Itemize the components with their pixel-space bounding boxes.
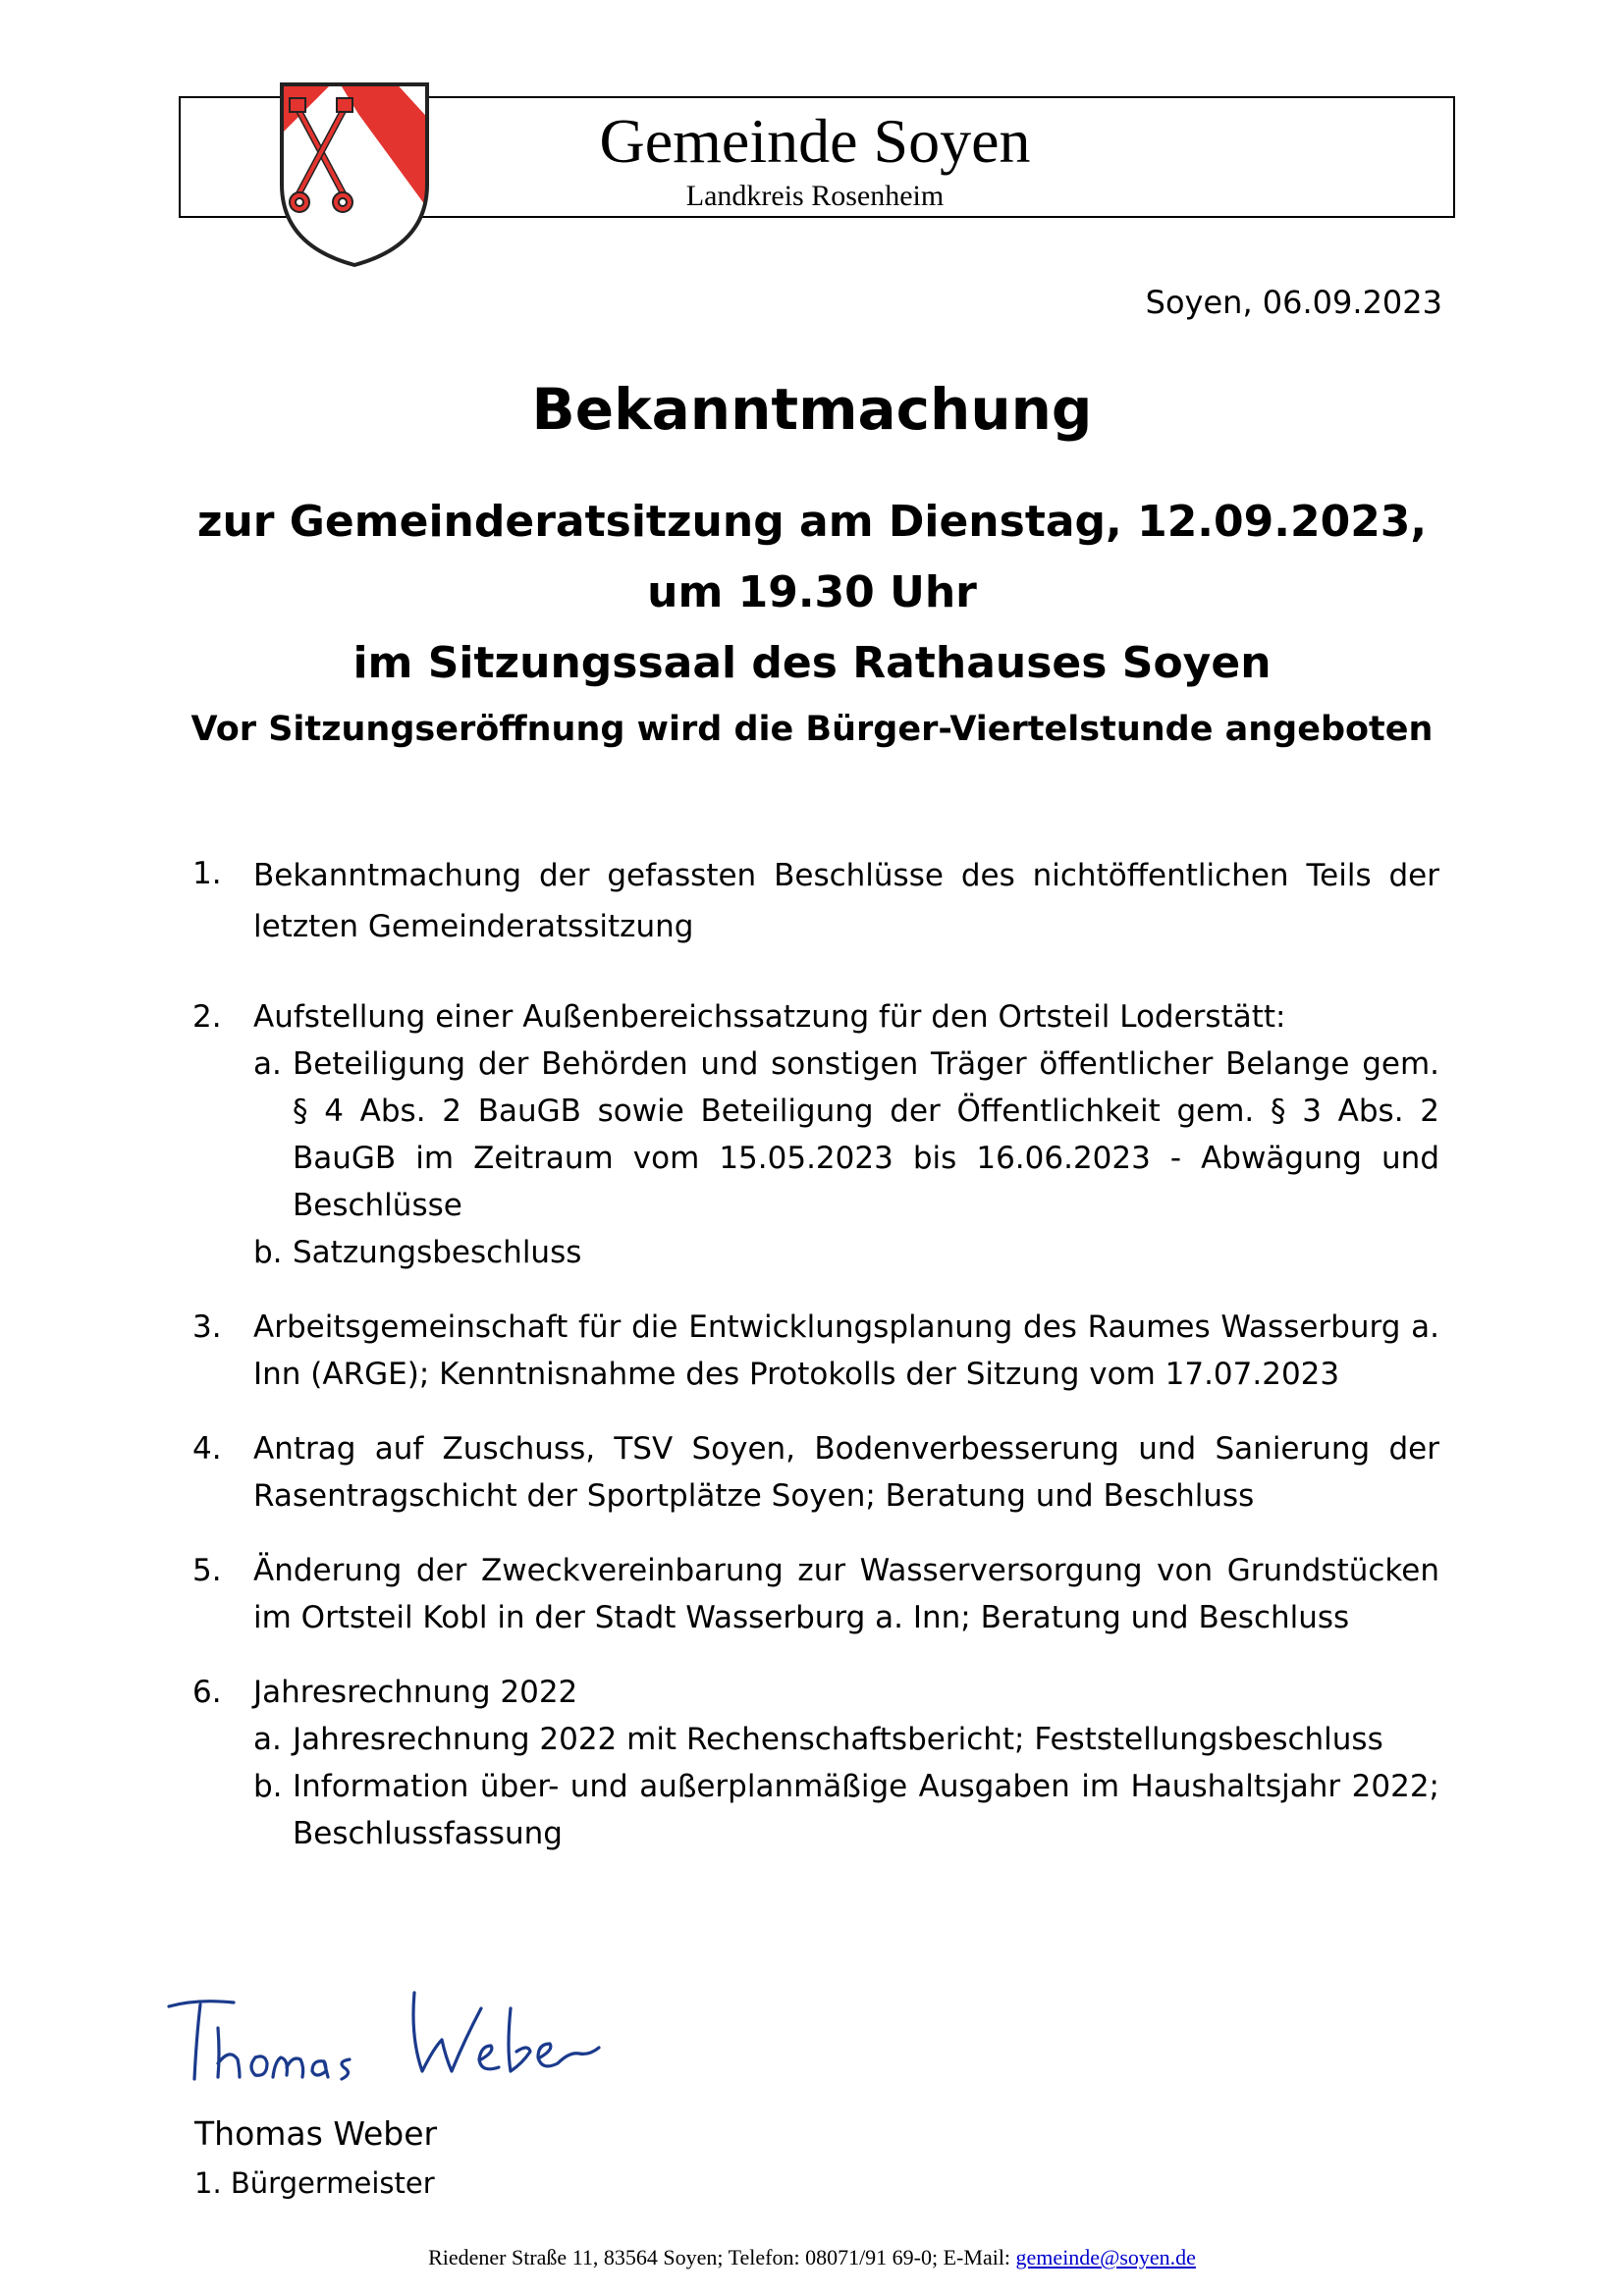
meeting-time-line: um 19.30 Uhr — [647, 567, 977, 617]
agenda-subitem-letter: a. — [253, 1046, 282, 1082]
meeting-date-line: zur Gemeinderatsitzung am Dienstag, 12.09.2023, — [196, 497, 1428, 547]
agenda-subitem — [253, 1229, 1439, 1276]
agenda-item-text: Arbeitsgemeinschaft für die Entwicklungsplanung des Raumes Wasserburg a. Inn (ARGE); Kenntnisnahme des Protokolls der Sitzung vom 17.07.2023 — [253, 1309, 1439, 1392]
agenda-subitem-text: Beteiligung der Behörden und sonstigen Träger öffentlicher Belange gem. § 4 Abs. 2 BauGB sowie Beteiligung der Öffentlichkeit gem. § 3 Abs. 2 BauGB im Zeitraum vom 15.05.2023 bis 16.06.2023 - Abwägung und Beschlüsse — [293, 1046, 1439, 1223]
agenda-subitem-letter: a. — [253, 1722, 282, 1757]
agenda-item — [192, 993, 1439, 1276]
agenda-item-number: 4. — [192, 1431, 222, 1467]
document-date: Soyen, 06.09.2023 — [1145, 284, 1442, 321]
footer-contact — [0, 2244, 1624, 2271]
coat-of-arms-keys-icon — [276, 79, 433, 271]
agenda-item-number: 3. — [192, 1309, 222, 1345]
agenda-subitem — [253, 1716, 1439, 1763]
agenda-item-text: Aufstellung einer Außenbereichssatzung für den Ortsteil Loderstätt: — [253, 999, 1286, 1035]
handwritten-signature — [157, 1969, 619, 2097]
agenda-item-number: 2. — [192, 999, 222, 1035]
signer-role: 1. Bürgermeister — [194, 2166, 435, 2200]
agenda-item — [192, 1304, 1439, 1398]
org-district: Landkreis Rosenheim — [685, 180, 945, 212]
agenda-subitem — [253, 1763, 1439, 1857]
signer-name: Thomas Weber — [194, 2114, 438, 2153]
agenda-item-text: Änderung der Zweckvereinbarung zur Wasserversorgung von Grundstücken im Ortsteil Kobl in der Stadt Wasserburg a. Inn; Beratung und Beschluss — [253, 1553, 1439, 1635]
agenda-item — [192, 1669, 1439, 1857]
agenda-list — [192, 850, 1439, 1885]
footer-address: Riedener Straße 11, 83564 Soyen; Telefon: 08071/91 69-0; E-Mail: — [428, 2245, 1016, 2269]
document-title: Bekanntmachung — [531, 376, 1093, 443]
agenda-subitem-text: Information über- und außerplanmäßige Ausgaben im Haushaltsjahr 2022; Beschlussfassung — [293, 1769, 1439, 1851]
agenda-subitem-letter: b. — [253, 1235, 283, 1270]
agenda-subitem-text: Satzungsbeschluss — [293, 1235, 582, 1270]
agenda-item-number: 5. — [192, 1553, 222, 1588]
meeting-location-line: im Sitzungssaal des Rathauses Soyen — [352, 638, 1272, 688]
agenda-subitem-letter: b. — [253, 1769, 283, 1804]
org-name: Gemeinde Soyen — [599, 106, 1031, 176]
agenda-item-number: 6. — [192, 1675, 222, 1710]
agenda-item-text: Bekanntmachung der gefassten Beschlüsse des nichtöffentlichen Teils der letzten Gemeinderatssitzung — [253, 858, 1439, 944]
agenda-item-text: Antrag auf Zuschuss, TSV Soyen, Bodenverbesserung und Sanierung der Rasentragschicht der Sportplätze Soyen; Beratung und Beschluss — [253, 1431, 1439, 1514]
agenda-item — [192, 1425, 1439, 1520]
agenda-item — [192, 850, 1439, 952]
meeting-details — [0, 487, 1624, 699]
agenda-subitem-text: Jahresrechnung 2022 mit Rechenschaftsbericht; Feststellungsbeschluss — [293, 1722, 1383, 1757]
footer-email-link[interactable]: gemeinde@soyen.de — [1015, 2245, 1196, 2269]
citizen-quarter-hour-note: Vor Sitzungseröffnung wird die Bürger-Viertelstunde angeboten — [190, 710, 1434, 749]
agenda-item-text: Jahresrechnung 2022 — [253, 1675, 578, 1710]
agenda-item — [192, 1547, 1439, 1641]
agenda-subitem — [253, 1041, 1439, 1229]
agenda-item-number: 1. — [192, 856, 222, 891]
